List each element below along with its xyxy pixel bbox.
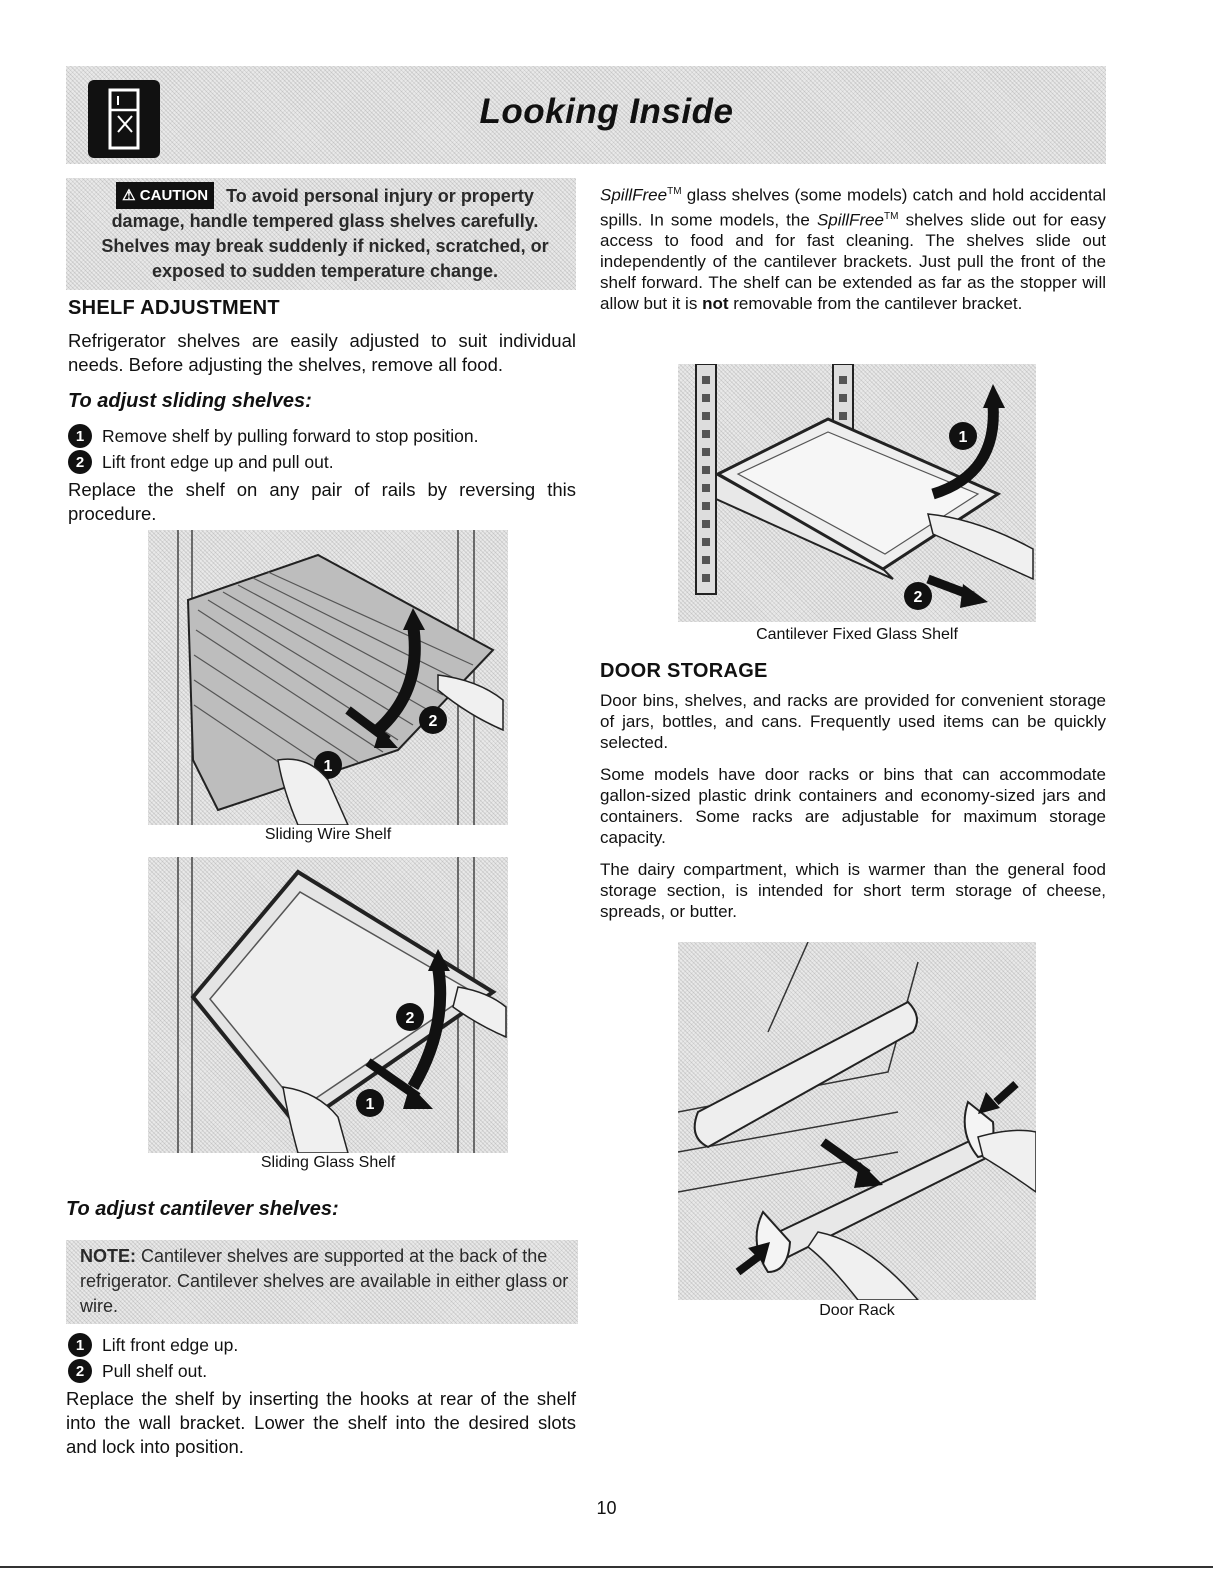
glass-shelf-inner <box>210 892 473 1109</box>
door-storage-paragraph-3: The dairy compartment, which is warmer than the general food storage section, is intended for short term storage of cheese, spreads, or butter. <box>600 860 1106 921</box>
sliding-replace-text: Replace the shelf on any pair of rails by reversing this procedure. <box>68 479 576 524</box>
caution-badge: ⚠ CAUTION <box>116 182 214 209</box>
label-two: 2 <box>405 1010 415 1027</box>
door-rack-illustration <box>678 942 1036 1300</box>
caution-text <box>80 182 570 284</box>
door-storage-heading: DOOR STORAGE <box>600 660 768 682</box>
hand <box>978 1130 1036 1192</box>
spillfree-text-3: removable from the cantilever bracket. <box>733 294 1023 314</box>
sliding-wire-shelf-illustration <box>148 530 508 825</box>
emphasis-word: not <box>702 294 729 314</box>
step-number-badge: 2 <box>68 1359 92 1383</box>
step-text: Lift front edge up and pull out. <box>102 451 334 472</box>
pull-arrow-head <box>960 584 988 608</box>
sliding-step-2 <box>68 450 334 474</box>
label-one: 1 <box>958 429 968 446</box>
note-label: NOTE: <box>80 1246 136 1266</box>
rack-end-clip <box>757 1212 790 1272</box>
brand-name: SpillFree <box>600 185 668 205</box>
insert-arrow-head <box>978 1092 1000 1114</box>
figure-caption: Sliding Glass Shelf <box>260 1154 396 1171</box>
step-number-badge: 1 <box>68 1333 92 1357</box>
label-two: 2 <box>913 589 923 606</box>
label-two: 2 <box>428 713 438 730</box>
cantilever-shelves-heading: To adjust cantilever shelves: <box>66 1198 339 1220</box>
trademark: TM <box>884 210 899 222</box>
cantilever-shelf-illustration <box>678 364 1036 622</box>
step-number-badge: 2 <box>68 450 92 474</box>
hand <box>438 675 503 730</box>
sliding-glass-shelf-illustration <box>148 857 508 1153</box>
spillfree-text-2: shelves slide out for easy access to food and for fast cleaning. The shelves slide out independently of the cantilever brackets. Just pull the front of the shelf forward. The shelf can be extended as far as the stopper will allow but it is <box>600 210 1106 314</box>
lift-arrow-head <box>983 384 1005 408</box>
hand <box>808 1232 918 1300</box>
spillfree-text-1: glass shelves (some models) catch and hold accidental spills. In some models, the <box>600 185 1106 230</box>
hand <box>928 514 1033 579</box>
step-text: Pull shelf out. <box>102 1360 208 1381</box>
door-storage-paragraph-1: Door bins, shelves, and racks are provided for convenient storage of jars, bottles, and cans. Frequently used items can be quickly selected. <box>600 691 1106 752</box>
step-number-badge: 1 <box>68 424 92 448</box>
cantilever-step-2 <box>68 1359 207 1383</box>
cantilever-replace-text: Replace the shelf by inserting the hooks at rear of the shelf into the wall bracket. Lower the shelf into the desired slots and lock into position. <box>66 1388 576 1457</box>
brand-name: SpillFree <box>816 210 885 230</box>
note-message: Cantilever shelves are supported at the back of the refrigerator. Cantilever shelves are available in either glass or wire. <box>80 1246 569 1316</box>
trademark: TM <box>667 186 682 197</box>
figure-caption: Sliding Wire Shelf <box>264 826 392 843</box>
sliding-step-1 <box>68 424 478 448</box>
shelf-adjustment-intro: Refrigerator shelves are easily adjusted to suit individual needs. Before adjusting the shelves, remove all food. <box>68 330 576 375</box>
hand <box>453 987 506 1037</box>
bottom-rule <box>0 1566 1213 1568</box>
figure-caption: Door Rack <box>819 1302 895 1319</box>
insert-arrow <box>738 1257 758 1272</box>
step-text: Remove shelf by pulling forward to stop position. <box>102 425 479 446</box>
door-bin <box>695 1002 917 1147</box>
figure-caption: Cantilever Fixed Glass Shelf <box>756 626 958 643</box>
label-one: 1 <box>323 758 333 775</box>
step-text: Lift front edge up. <box>102 1334 239 1355</box>
sliding-shelves-heading: To adjust sliding shelves: <box>68 390 312 412</box>
page-number: 10 <box>596 1498 617 1518</box>
caution-message: To avoid personal injury or property damage, handle tempered glass shelves carefully. Shelves may break suddenly if nicked, scratched, or exposed to sudden temperature change. <box>101 186 549 281</box>
insert-arrow <box>996 1084 1016 1102</box>
page-title: Looking Inside <box>479 92 734 131</box>
spillfree-paragraph <box>600 181 1106 314</box>
label-one: 1 <box>365 1096 375 1113</box>
shelf-adjustment-heading: SHELF ADJUSTMENT <box>68 297 280 319</box>
cantilever-step-1 <box>68 1333 238 1357</box>
note-text <box>80 1244 570 1319</box>
door-storage-paragraph-2: Some models have door racks or bins that can accommodate gallon-sized plastic drink containers and economy-sized jars and containers. Some racks are adjustable for maximum storage capacity. <box>600 765 1106 847</box>
